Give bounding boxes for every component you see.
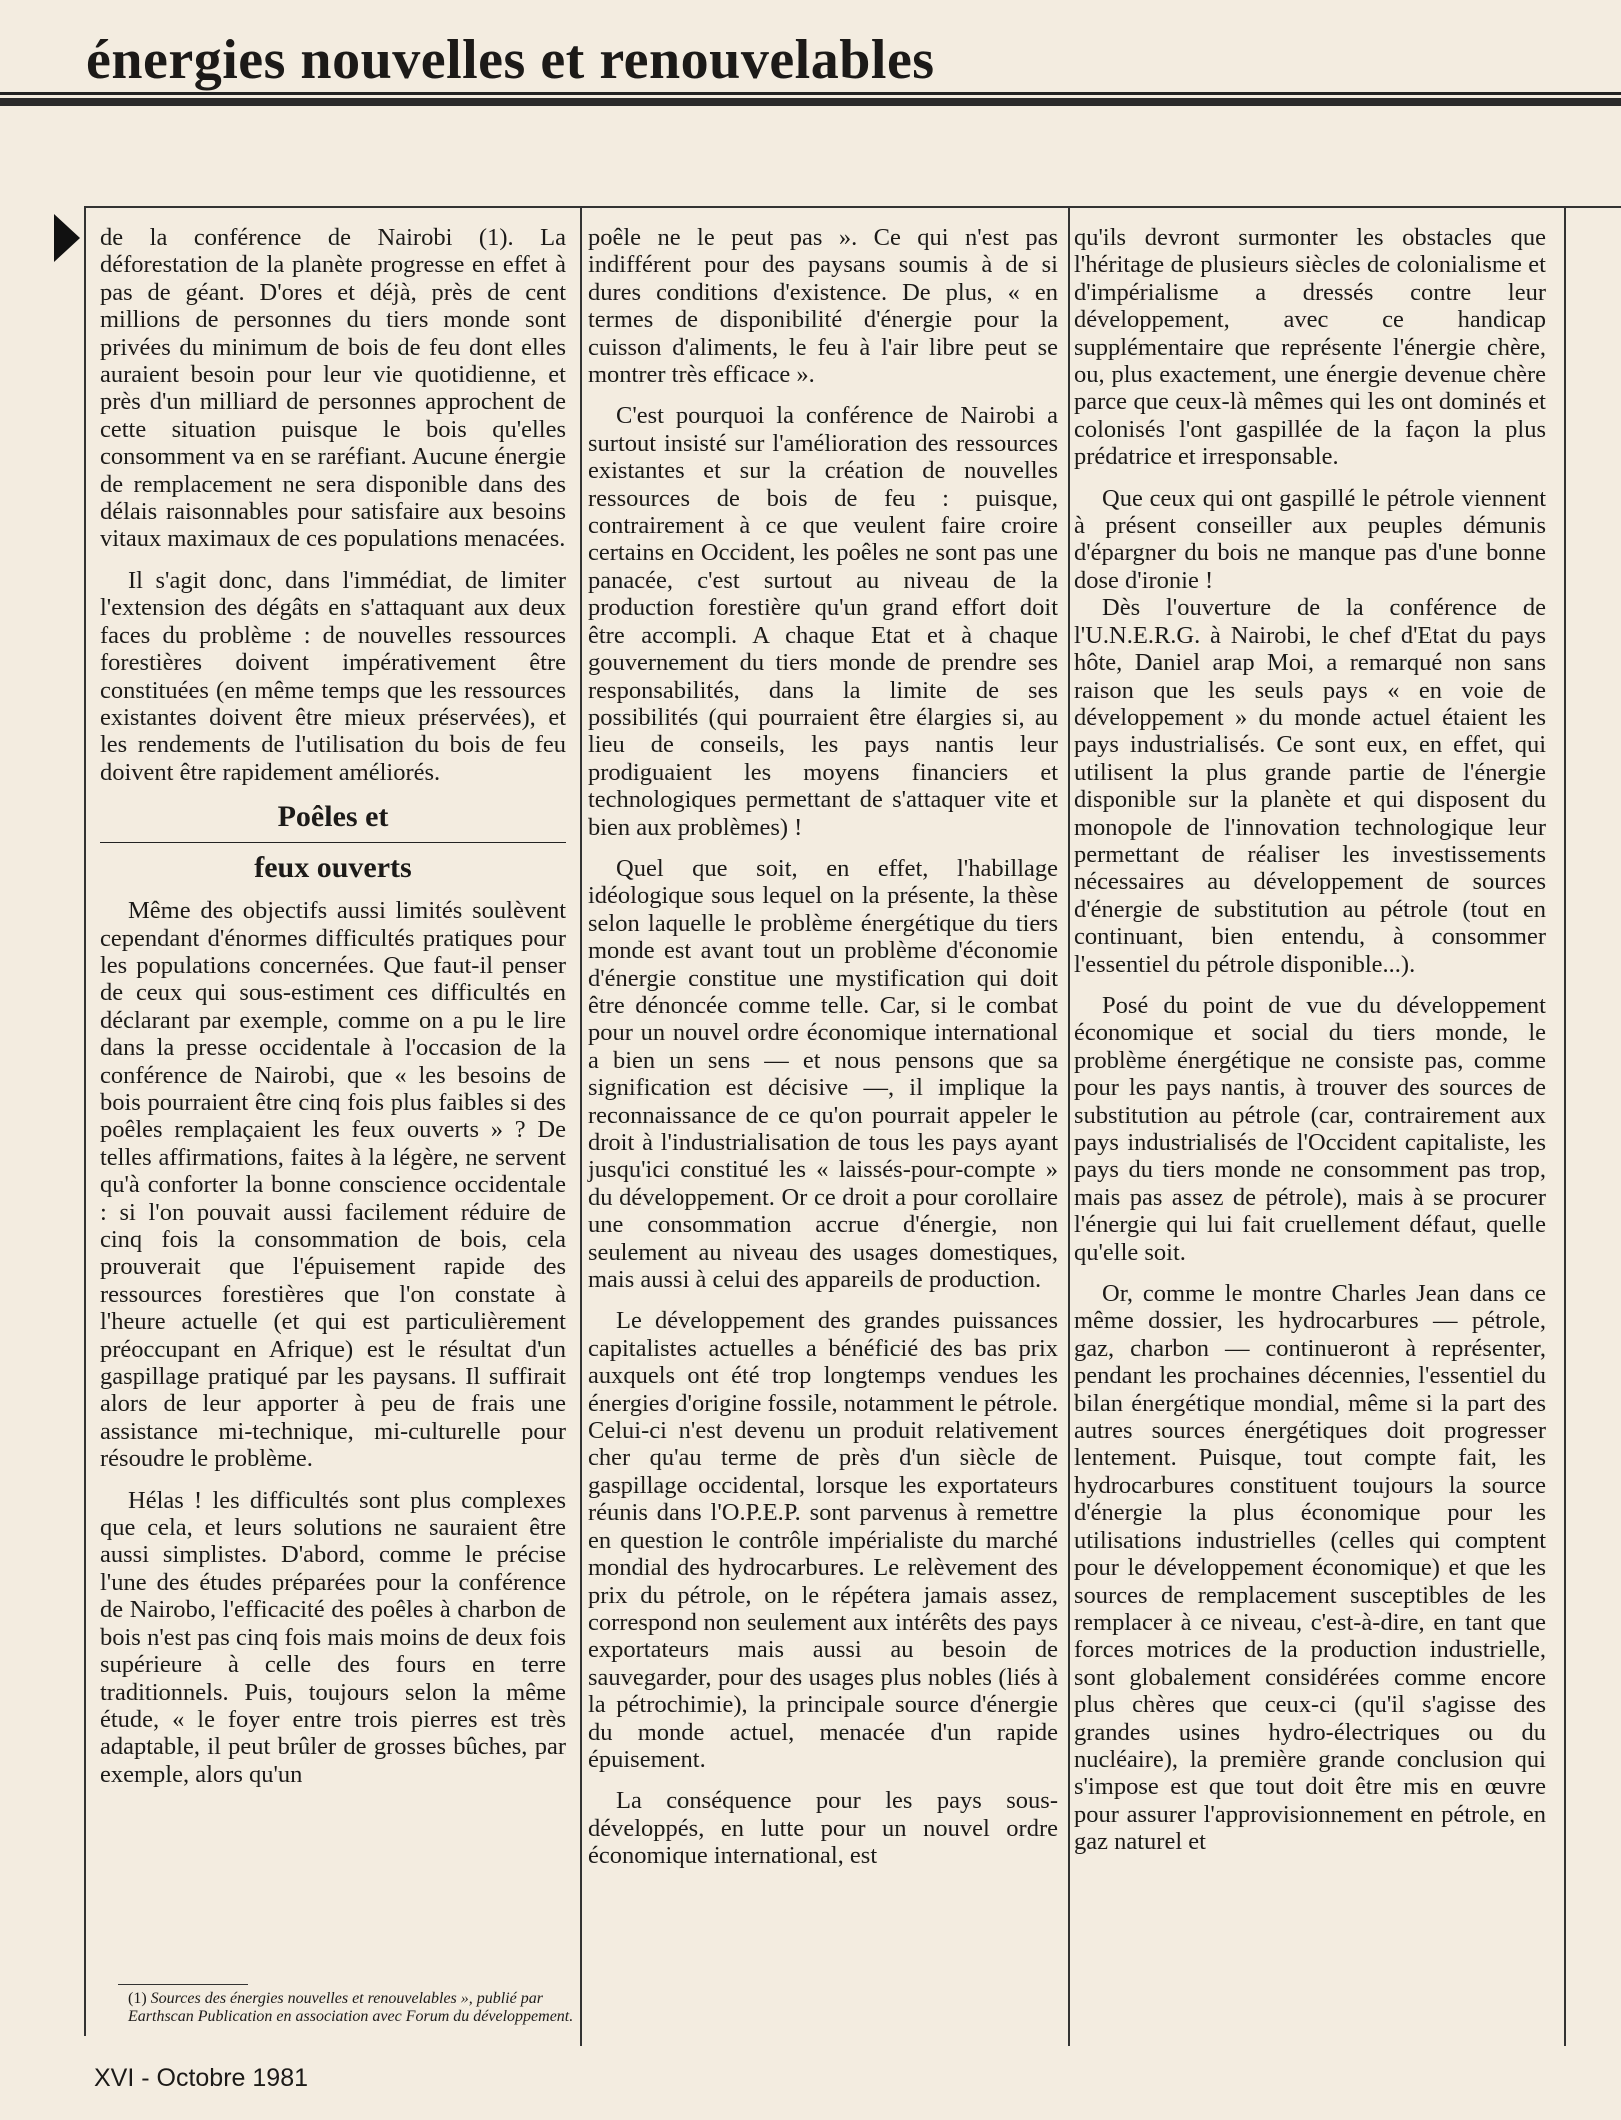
paragraph: La conséquence pour les pays sous-développés, en lutte pour un nouvel ordre économique international, est bbox=[588, 1787, 1058, 1870]
column-frame-top bbox=[84, 206, 1621, 208]
footnote-rule bbox=[118, 1984, 248, 1985]
header-rule-thin bbox=[0, 92, 1621, 95]
column-rule-1 bbox=[580, 206, 582, 2046]
section-title: énergies nouvelles et renouvelables bbox=[86, 29, 935, 91]
paragraph: Que ceux qui ont gaspillé le pétrole viennent à présent conseiller aux peuples démunis d'épargner du bois ne manque pas d'une bonne dose d'ironie ! bbox=[1074, 484, 1546, 594]
column-rule-2 bbox=[1068, 206, 1070, 2046]
paragraph: Posé du point de vue du développement économique et social du tiers monde, le problème énergétique ne consiste pas, comme pour les pays nantis, à trouver des sources de substitution au pétrole (car, contrairement aux pays industrialisés de l'Occident capitaliste, les pays du tiers monde ne consomment pas trop, mais pas assez de pétrole), mais à se procurer l'énergie qui lui fait cruellement défaut, quelle qu'elle soit. bbox=[1074, 991, 1546, 1266]
article-column-2 bbox=[588, 224, 1058, 1870]
paragraph: Dès l'ouverture de la conférence de l'U.N.E.R.G. à Nairobi, le chef d'Etat du pays hôte, Daniel arap Moi, a remarqué non sans raison que les seuls pays « en voie de développement » du monde actuel étaient les pays industrialisés. Ce sont eux, en effet, qui utilisent la plus grande partie de l'énergie disponible sur la planète et qui disposent du monopole de l'innovation technologique leur permettant de réaliser les investissements nécessaires au développement de sources d'énergie de substitution au pétrole (tout en continuant, bien entendu, à consommer l'essentiel du pétrole disponible...). bbox=[1074, 594, 1546, 978]
paragraph: Quel que soit, en effet, l'habillage idéologique sous lequel on la présente, la thèse selon laquelle le problème énergétique du tiers monde est avant tout un problème d'économie d'énergie constitue une mystification qui doit être dénoncée comme telle. Car, si le combat pour un nouvel ordre économique international a bien un sens — et nous pensons que sa signification est décisive —, il implique la reconnaissance de ce qu'on pourrait appeler le droit à l'industrialisation de tous les pays ayant jusqu'ici constitué les « laissés-pour-compte » du développement. Or ce droit a pour corollaire une consommation accrue d'énergie, non seulement au niveau des usages domestiques, mais aussi à celui des appareils de production. bbox=[588, 854, 1058, 1294]
paragraph: Il s'agit donc, dans l'immédiat, de limiter l'extension des dégâts en s'attaquant aux deux faces du problème : de nouvelles ressources forestières doivent impérativement être constituées (en même temps que les ressources existantes doivent être mieux préservées), et les rendements de l'utilisation du bois de feu doivent être rapidement améliorés. bbox=[100, 566, 566, 786]
header-rule-thick bbox=[0, 98, 1621, 106]
page-header bbox=[0, 0, 1621, 112]
subheading-rule bbox=[100, 842, 566, 843]
paragraph: C'est pourquoi la conférence de Nairobi a surtout insisté sur l'amélioration des ressources existantes et sur la création de nouvelles ressources de bois de feu : puisque, contrairement à ce que veulent faire croire certains en Occident, les poêles ne sont pas une panacée, c'est surtout au niveau de la production forestière qu'un grand effort doit être accompli. A chaque Etat et à chaque gouvernement du tiers monde de prendre ses responsabilités, dans la limite de ses possibilités (qui pourraient être élargies si, au lieu de conseils, les pays nantis leur prodiguaient les moyens financiers et technologiques permettant de s'attaquer vite et bien aux problèmes) ! bbox=[588, 402, 1058, 841]
article-column-3 bbox=[1074, 224, 1546, 1856]
article-column-1 bbox=[100, 224, 566, 1788]
paragraph: Même des objectifs aussi limités soulèvent cependant d'énormes difficultés pratiques pour les populations concernées. Que faut-il penser de ceux qui sous-estiment ces difficultés en déclarant par exemple, comme on a pu le lire dans la presse occidentale à l'occasion de la conférence de Nairobi, que « les besoins de bois pourraient être cinq fois plus faibles si des poêles remplaçaient les feux ouverts » ? De telles affirmations, faites à la légère, ne servent qu'à conforter la bonne conscience occidentale : si l'on pouvait aussi facilement réduire de cinq fois la consommation de bois, cela prouverait que l'épuisement rapide des ressources forestières que l'on constate à l'heure actuelle (et qui est particulièrement préoccupant en Afrique) est le résultat d'un gaspillage pratiqué par les paysans. Il suffirait alors de leur apporter à peu de frais une assistance mi-technique, mi-culturelle pour résoudre le problème. bbox=[100, 897, 566, 1473]
page-footer: XVI - Octobre 1981 bbox=[94, 2064, 309, 2092]
paragraph: de la conférence de Nairobi (1). La déforestation de la planète progresse en effet à pas de géant. D'ores et déjà, près de cent millions de personnes du tiers monde sont privées du minimum de bois de feu dont elles auraient besoin pour leur vie quotidienne, et près d'un milliard de personnes approchent de cette situation puisque le bois qu'elles consomment va en se raréfiant. Aucune énergie de remplacement ne sera disponible dans des délais raisonnables pour satisfaire aux besoins vitaux maximaux de ces populations menacées. bbox=[100, 224, 566, 553]
footnote-text: Sources des énergies nouvelles et renouvelables », publié par Earthscan Publication en association avec Forum du développement. bbox=[128, 1990, 574, 2025]
column-rule-3 bbox=[1564, 206, 1566, 2046]
paragraph: poêle ne le peut pas ». Ce qui n'est pas indifférent pour des paysans soumis à de si dures conditions d'existence. De plus, « en termes de disponibilité d'énergie pour la cuisson d'aliments, le feu à l'air libre peut se montrer très efficace ». bbox=[588, 224, 1058, 389]
footnote-number: (1) bbox=[128, 1990, 147, 2007]
continuation-arrow-icon bbox=[54, 214, 80, 262]
column-rule-left bbox=[84, 206, 86, 2036]
paragraph: Hélas ! les difficultés sont plus complexes que cela, et leurs solutions ne sauraient être aussi simplistes. D'abord, comme le précise l'une des études préparées pour la conférence de Nairobo, l'efficacité des poêles à charbon de bois n'est pas cinq fois mais moins de deux fois supérieure à celle des fours en terre traditionnels. Puis, toujours selon la même étude, « le foyer entre trois pierres est très adaptable, il peut brûler de grosses bûches, par exemple, alors qu'un bbox=[100, 1486, 566, 1788]
paragraph: Le développement des grandes puissances capitalistes actuelles a bénéficié des bas prix auxquels ont été trop longtemps vendues les énergies d'origine fossile, notamment le pétrole. Celui-ci n'est devenu un produit relativement cher qu'au terme de près d'un siècle de gaspillage occidental, lorsque les exportateurs réunis dans l'O.P.E.P. sont parvenus à remettre en question le contrôle impérialiste du marché mondial des hydrocarbures. Le relèvement des prix du pétrole, on le répétera jamais assez, correspond non seulement aux intérêts des pays exportateurs mais aussi au besoin de sauvegarder, pour des usages plus nobles (liés à la pétrochimie), la principale source d'énergie du monde actuel, menacée d'un rapide épuisement. bbox=[588, 1307, 1059, 1773]
footnote bbox=[128, 1990, 578, 2026]
subheading: Poêles et bbox=[277, 800, 389, 834]
subheading: feux ouverts bbox=[254, 851, 412, 885]
paragraph: qu'ils devront surmonter les obstacles que l'héritage de plusieurs siècles de colonialisme et d'impérialisme a dressés contre leur développement, avec ce handicap supplémentaire que représente l'énergie chère, ou, plus exactement, une énergie devenue chère parce que ceux-là mêmes qui les ont dominés et colonisés l'ont gaspillée de la façon la plus prédatrice et irresponsable. bbox=[1074, 224, 1546, 471]
paragraph: Or, comme le montre Charles Jean dans ce même dossier, les hydrocarbures — pétrole, gaz, charbon — continueront à représenter, pendant les prochaines décennies, l'essentiel du bilan énergétique mondial, même si la part des autres sources énergétiques doit progresser lentement. Puisque, tout compte fait, les hydrocarbures constituent toujours la source d'énergie la plus économique pour les utilisations industrielles (celles qui comptent pour le développement économique) et que les sources de remplacement susceptibles de les remplacer à ce niveau, c'est-à-dire, en tant que forces motrices de la production industrielle, sont globalement considérées comme encore plus chères que ceux-ci (qu'il s'agisse des grandes usines hydro-électriques ou du nucléaire), la première grande conclusion qui s'impose est que tout doit être mis en œuvre pour assurer l'approvisionnement en pétrole, en gaz naturel et bbox=[1074, 1280, 1546, 1856]
